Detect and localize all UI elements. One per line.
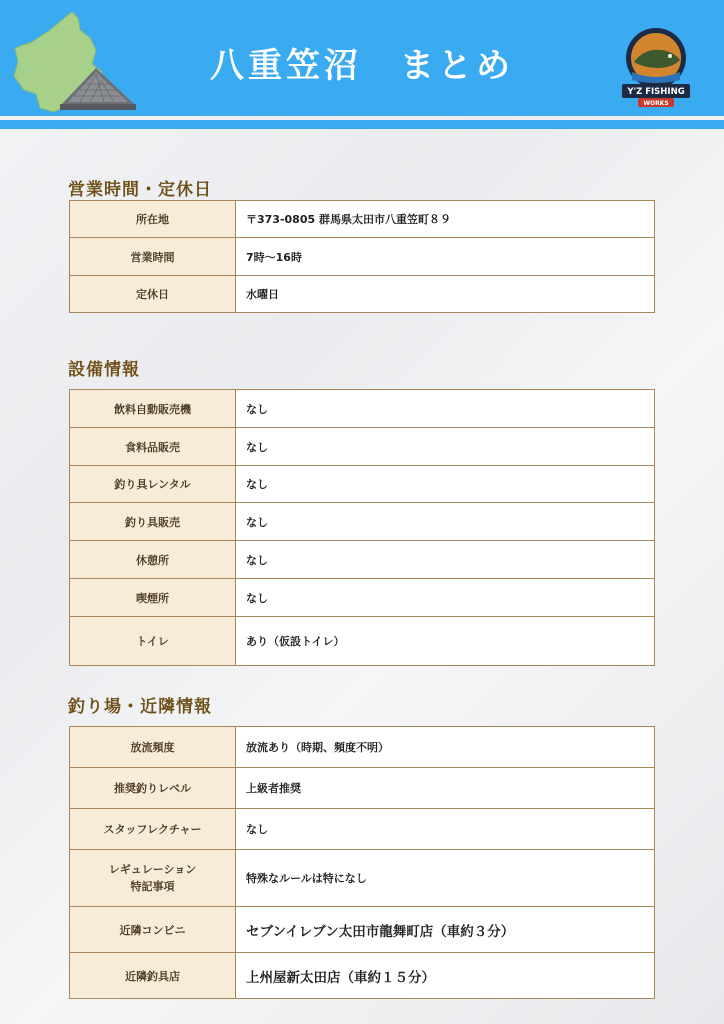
row-value: あり（仮設トイレ） (236, 617, 655, 666)
row-label: 所在地 (70, 201, 236, 238)
row-label: トイレ (70, 617, 236, 666)
row-label: スタッフレクチャー (70, 809, 236, 850)
row-label: 休憩所 (70, 541, 236, 579)
table-row (70, 727, 655, 768)
row-label: 釣り具販売 (70, 503, 236, 541)
table-row (70, 503, 655, 541)
row-value: なし (236, 579, 655, 617)
logo-text-line1: Y'Z FISHING (627, 87, 685, 97)
table-row (70, 579, 655, 617)
table-row (70, 953, 655, 999)
section-title-hours: 営業時間・定休日 (68, 180, 212, 200)
table-row (70, 768, 655, 809)
header-divider (0, 120, 724, 129)
row-value: 〒373-0805 群馬県太田市八重笠町８９ (236, 201, 655, 238)
row-label: 放流頻度 (70, 727, 236, 768)
logo-text-line2: WORKS (643, 100, 669, 107)
row-label: 近隣コンビニ (70, 907, 236, 953)
section-title-facilities: 設備情報 (68, 360, 140, 380)
row-value: なし (236, 390, 655, 428)
table-row (70, 276, 655, 313)
row-value: なし (236, 428, 655, 466)
yz-fishing-works-logo (618, 28, 694, 112)
row-value: 7時〜16時 (236, 238, 655, 276)
row-value: 水曜日 (236, 276, 655, 313)
fishing-spot-table (69, 726, 655, 999)
row-value: なし (236, 541, 655, 579)
section-title-fishing-spot: 釣り場・近隣情報 (68, 697, 212, 717)
row-label: 定休日 (70, 276, 236, 313)
row-label: 釣り具レンタル (70, 466, 236, 503)
table-row (70, 907, 655, 953)
table-row (70, 390, 655, 428)
row-value: 特殊なルールは特になし (236, 850, 655, 907)
table-row (70, 541, 655, 579)
table-row (70, 466, 655, 503)
table-row (70, 809, 655, 850)
row-value: なし (236, 466, 655, 503)
row-label: 推奨釣りレベル (70, 768, 236, 809)
row-label: 食料品販売 (70, 428, 236, 466)
row-value: なし (236, 809, 655, 850)
row-value: 放流あり（時期、頻度不明） (236, 727, 655, 768)
page-title: 八重笠沼 まとめ (210, 46, 514, 86)
table-row (70, 428, 655, 466)
row-label: 近隣釣具店 (70, 953, 236, 999)
row-value: なし (236, 503, 655, 541)
table-row (70, 201, 655, 238)
row-label: 喫煙所 (70, 579, 236, 617)
table-row (70, 617, 655, 666)
row-value: 上級者推奨 (236, 768, 655, 809)
table-row (70, 850, 655, 907)
row-label: レギュレーション 特記事項 (70, 850, 236, 907)
row-label: 飲料自動販売機 (70, 390, 236, 428)
hours-table (69, 200, 655, 313)
row-label: 営業時間 (70, 238, 236, 276)
row-value: 上州屋新太田店（車約１５分） (236, 953, 655, 999)
row-value: セブンイレブン太田市龍舞町店（車約３分） (236, 907, 655, 953)
table-row (70, 238, 655, 276)
facilities-table (69, 389, 655, 666)
